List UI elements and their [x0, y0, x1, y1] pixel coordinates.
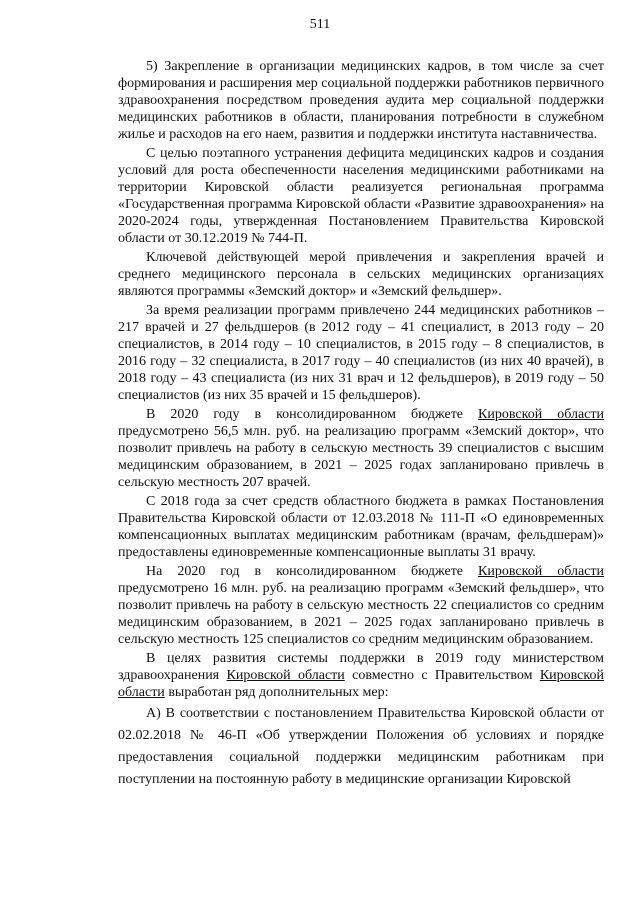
region-link-kirov: Кировской области [226, 668, 345, 683]
page-number: 511 [309, 17, 331, 32]
region-link-kirov: Кировской области [478, 407, 604, 422]
region-link-kirov: Кировской области [118, 668, 604, 700]
paragraph-8 [118, 650, 604, 701]
document-body [118, 58, 604, 791]
paragraph-5-text-a: В 2020 году в консолидированном бюджете [146, 407, 479, 422]
region-link-kirov: Кировской области [478, 564, 604, 579]
paragraph-7-text-b: предусмотрено 16 млн. руб. на реализацию программ «Земский фельдшер», что позволит привлечь на работу в сельскую местность 22 специалистов со средним медицинским образованием, в 2021 – 2025 годах запланировано привлечь в сельскую местность 125 специалистов со средним медицинским образованием. [118, 581, 604, 647]
paragraph-4: За время реализации программ привлечено 244 медицинских работников – 217 врачей и 27 фельдшеров (в 2012 году – 41 специалист, в 2013 году – 20 специалистов, в 2014 году – 10 специалистов, в 2015 году – 8 специалистов, в 2016 году – 32 специалиста, в 2017 году – 40 специалистов (из них 40 врачей), в 2018 году – 43 специалиста (из них 31 врач и 12 фельдшеров), в 2019 году – 50 специалистов (из них 35 врачей и 15 фельдшеров). [118, 303, 604, 403]
paragraph-7-text-a: На 2020 год в консолидированном бюджете [146, 564, 479, 579]
paragraph-7 [118, 563, 604, 648]
paragraph-9: А) В соответствии с постановлением Правительства Кировской области от 02.02.2018 № 46-П «Об утверждении Положения об условиях и порядке предоставления социальной поддержки медицинским работникам при поступлении на постоянную работу в медицинские организации Кировской [118, 706, 604, 787]
paragraph-5 [118, 406, 604, 491]
paragraph-2: С целью поэтапного устранения дефицита медицинских кадров и создания условий для роста обеспеченности населения медицинскими работниками на территории Кировской области реализуется региональная программа «Государственная программа Кировской области «Развитие здравоохранения» на 2020-2024 годы, утвержденная Постановлением Правительства Кировской области от 30.12.2019 № 744-П. [118, 146, 604, 246]
paragraph-3: Ключевой действующей мерой привлечения и закрепления врачей и среднего медицинского персонала в сельских медицинских организациях являются программы «Земский доктор» и «Земский фельдшер». [118, 250, 604, 299]
paragraph-6: С 2018 года за счет средств областного бюджета в рамках Постановления Правительства Кировской области от 12.03.2018 № 111-П «О единовременных компенсационных выплатах медицинским работникам (врачам, фельдшерам)» предоставлены единовременные компенсационные выплаты 31 врачу. [118, 494, 604, 560]
paragraph-5-text-b: предусмотрено 56,5 млн. руб. на реализацию программ «Земский доктор», что позволит привлечь на работу в сельскую местность 39 специалистов с высшим медицинским образованием, в 2021 – 2025 годах запланировано привлечь в сельскую местность 207 врачей. [118, 424, 604, 490]
paragraph-8-text-b: совместно с Правительством [344, 668, 540, 683]
paragraph-9-block [118, 703, 604, 791]
paragraph-1: 5) Закрепление в организации медицинских кадров, в том числе за счет формирования и расширения мер социальной поддержки работников первичного здравоохранения посредством проведения аудита мер социальной поддержки медицинских работников в области, планирования потребности в служебном жилье и расходов на его наем, развития и поддержки института наставничества. [118, 59, 604, 142]
paragraph-8-text-a: В целях развития системы поддержки в 2019 году министерством здравоохранения [118, 651, 604, 683]
paragraph-8-text-c: выработан ряд дополнительных мер: [164, 685, 389, 700]
